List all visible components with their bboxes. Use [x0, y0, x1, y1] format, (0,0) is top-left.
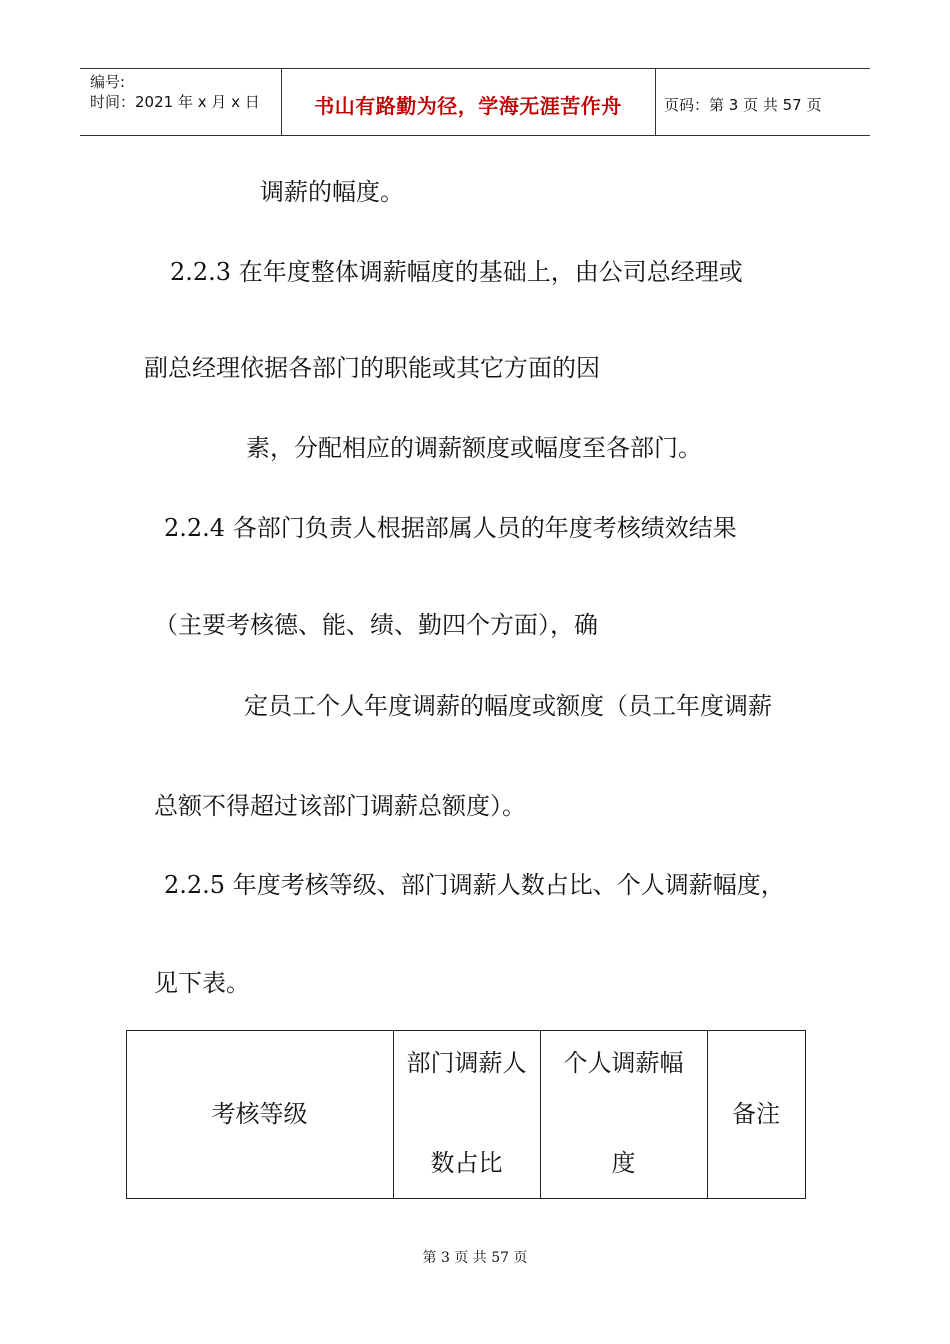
table-right-border: [805, 1030, 806, 1199]
body-line-1: 调薪的幅度。: [260, 178, 404, 206]
body-line-8: 总额不得超过该部门调薪总额度）。: [154, 792, 526, 820]
header-bottom-rule: [80, 135, 870, 136]
body-line-9: 2.2.5 年度考核等级、部门调薪人数占比、个人调薪幅度，: [164, 871, 785, 899]
body-line-3: 副总经理依据各部门的职能或其它方面的因: [144, 354, 600, 382]
body-line-7: 定员工个人年度调薪的幅度或额度（员工年度调薪: [244, 692, 772, 720]
footer-page-number: 第 3 页 共 57 页: [422, 1250, 528, 1266]
body-line-2: 2.2.3 在年度整体调薪幅度的基础上，由公司总经理或: [170, 258, 743, 286]
table-header-range-line1: 个人调薪幅: [563, 1049, 684, 1077]
body-line-6: （主要考核德、能、绩、勤四个方面），确: [154, 611, 598, 639]
header-time-label: 时间：2021 年 x 月 x 日: [90, 93, 260, 111]
table-header-note: 备注: [732, 1100, 780, 1128]
header-number-label: 编号:: [90, 73, 126, 91]
table-bottom-border: [126, 1198, 806, 1199]
table-header-grade: 考核等级: [211, 1100, 308, 1128]
table-top-border: [126, 1030, 806, 1031]
header-divider-right: [655, 68, 656, 135]
body-line-5: 2.2.4 各部门负责人根据部属人员的年度考核绩效结果: [164, 514, 737, 542]
table-header-range-line2: 度: [611, 1149, 636, 1177]
header-page-info: 页码：第 3 页 共 57 页: [664, 96, 822, 114]
header-top-rule: [80, 68, 870, 69]
table-header-ratio-line1: 部门调薪人: [406, 1049, 527, 1077]
header-motto: 书山有路勤为径，学海无涯苦作舟: [314, 94, 622, 118]
body-line-4: 素，分配相应的调薪额度或幅度至各部门。: [246, 434, 702, 462]
body-line-10: 见下表。: [154, 969, 250, 997]
table-header-ratio-line2: 数占比: [430, 1149, 503, 1177]
